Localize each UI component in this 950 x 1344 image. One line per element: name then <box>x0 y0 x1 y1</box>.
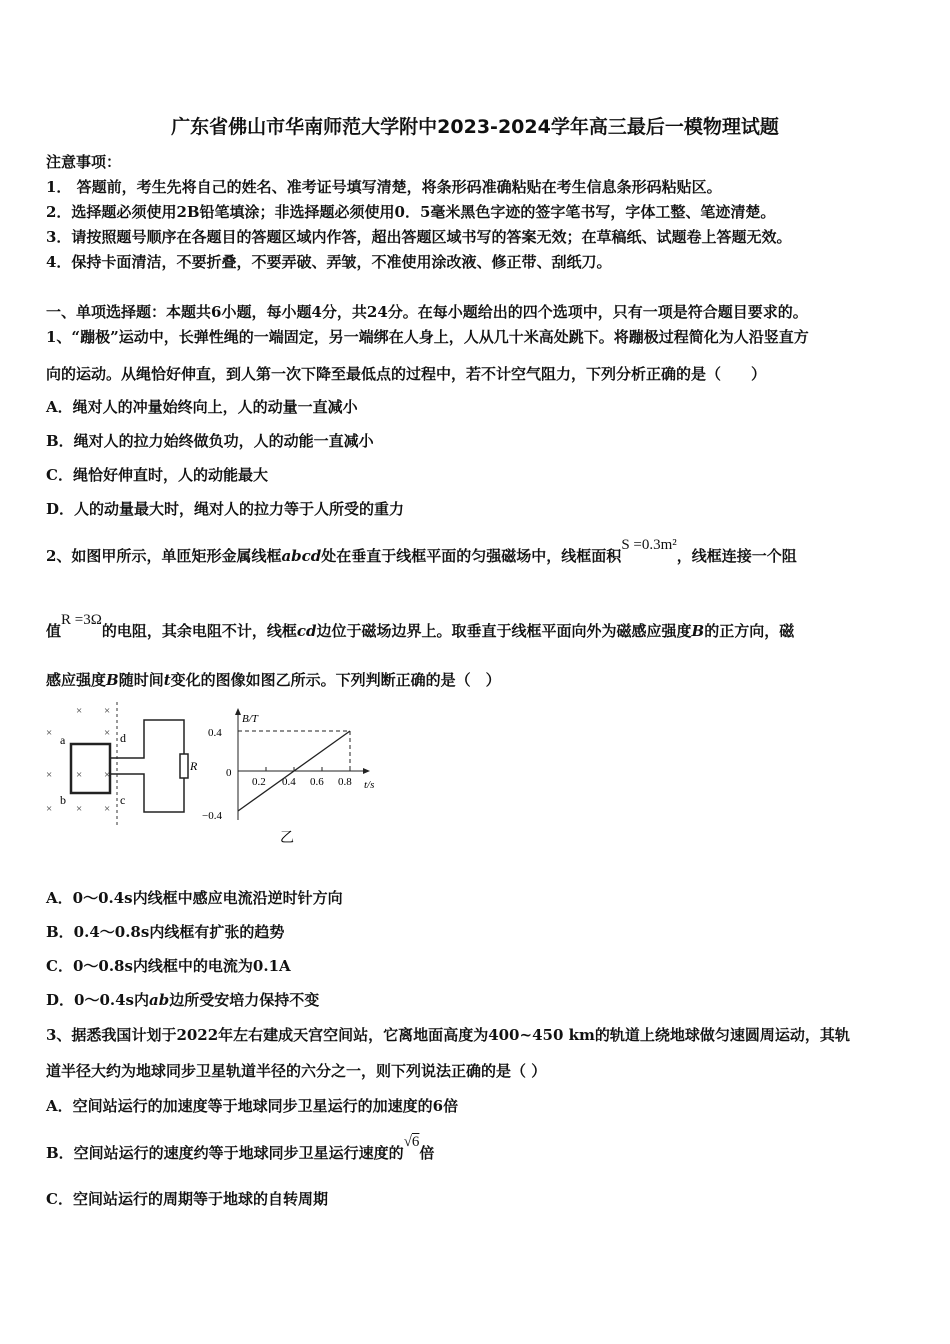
q1-option-a: A．绳对人的冲量始终向上，人的动量一直减小 <box>46 398 358 416</box>
notice-item-3: 3．请按照题号顺序在各题目的答题区域内作答，超出答题区域书写的答案无效；在草稿纸、试题卷上答题无效。 <box>46 228 792 246</box>
q2-stem-line2: 值R =3Ω的电阻，其余电阻不计，线框cd边位于磁场边界上。取垂直于线框平面向外为磁感应强度B的正方向，磁 <box>46 612 795 640</box>
q3-option-b: B．空间站运行的速度约等于地球同步卫星运行速度的√6倍 <box>46 1134 435 1162</box>
q2-option-d: D．0～0.4s内ab边所受安培力保持不变 <box>46 991 320 1009</box>
label-c: c <box>120 793 126 807</box>
cross-mark: × <box>46 803 53 815</box>
q2-option-a: A．0～0.4s内线框中感应电流沿逆时针方向 <box>46 889 343 907</box>
cross-mark: × <box>76 803 83 815</box>
notice-item-2: 2．选择题必须使用2B铅笔填涂；非选择题必须使用0．5毫米黑色字迹的签字笔书写，字体工整、笔迹清楚。 <box>46 203 776 221</box>
label-a: a <box>60 733 66 747</box>
page-title: 广东省佛山市华南师范大学附中2023-2024学年高三最后一模物理试题 <box>171 116 779 138</box>
q1-option-b: B．绳对人的拉力始终做负功，人的动能一直减小 <box>46 432 374 450</box>
x-tick-label: 0.4 <box>282 776 296 788</box>
cross-mark: × <box>104 769 111 781</box>
q2-option-c: C．0～0.8s内线框中的电流为0.1A <box>46 957 291 975</box>
q3-option-a: A．空间站运行的加速度等于地球同步卫星运行的加速度的6倍 <box>46 1097 459 1115</box>
q3-option-c: C．空间站运行的周期等于地球的自转周期 <box>46 1190 328 1208</box>
cross-mark: × <box>76 705 83 717</box>
figure-yi-caption: 乙 <box>280 831 294 846</box>
section-heading: 一、单项选择题：本题共6小题，每小题4分，共24分。在每小题给出的四个选项中，只有一项是符合题目要求的。 <box>46 303 808 321</box>
cross-mark: × <box>46 769 53 781</box>
cross-mark: × <box>46 727 53 739</box>
q2-area-formula: S =0.3m² <box>621 537 677 553</box>
q2-stem-line1: 2、如图甲所示，单匝矩形金属线框abcd处在垂直于线框平面的匀强磁场中，线框面积S =0.3m²，线框连接一个阻 <box>46 537 797 565</box>
cross-mark: × <box>104 803 111 815</box>
sqrt-formula: √6 <box>403 1134 420 1150</box>
q1-option-c: C．绳恰好伸直时，人的动能最大 <box>46 466 268 484</box>
y-tick-label-zero: 0 <box>226 767 232 779</box>
x-tick-label: 0.2 <box>252 776 266 788</box>
resistor <box>180 754 188 778</box>
q2-var-abcd: abcd <box>281 547 322 565</box>
y-axis-label: B/T <box>242 713 258 725</box>
q1-option-d: D．人的动量最大时，绳对人的拉力等于人所受的重力 <box>46 500 405 518</box>
label-d: d <box>120 731 126 745</box>
q1-stem-line1: 1、“蹦极”运动中，长弹性绳的一端固定，另一端绑在人身上，人从几十米高处跳下。将蹦极过程简化为人沿竖直方 <box>46 328 809 346</box>
q3-stem-line2: 道半径大约为地球同步卫星轨道半径的六分之一，则下列说法正确的是（ ） <box>46 1062 547 1080</box>
y-tick-label-bottom: −0.4 <box>202 810 222 822</box>
y-tick-label-top: 0.4 <box>208 727 222 739</box>
notice-heading: 注意事项： <box>46 153 122 171</box>
x-axis-label: t/s <box>364 779 375 791</box>
x-axis-arrow <box>363 768 370 774</box>
notice-item-4: 4．保持卡面清洁，不要折叠，不要弄破、弄皱，不准使用涂改液、修正带、刮纸刀。 <box>46 253 612 271</box>
x-tick-label: 0.8 <box>338 776 352 788</box>
q2-stem-line3: 感应强度B随时间t变化的图像如图乙所示。下列判断正确的是（ ） <box>46 671 501 689</box>
cross-mark: × <box>104 727 111 739</box>
cross-mark: × <box>104 705 111 717</box>
q3-stem-line1: 3、据悉我国计划于2022年左右建成天宫空间站，它离地面高度为400~450 km的轨道上绕地球做匀速圆周运动，其轨 <box>46 1026 850 1044</box>
figure-yi-chart <box>200 700 390 850</box>
notice-item-1: 1． 答题前，考生先将自己的姓名、准考证号填写清楚，将条形码准确粘贴在考生信息条形码粘贴区。 <box>46 178 722 196</box>
label-R: R <box>190 759 198 773</box>
y-axis-arrow <box>235 708 241 715</box>
q2-option-b: B．0.4～0.8s内线框有扩张的趋势 <box>46 923 285 941</box>
figure-jia-circuit <box>40 700 200 850</box>
x-tick-label: 0.6 <box>310 776 324 788</box>
q1-stem-line2: 向的运动。从绳恰好伸直，到人第一次下降至最低点的过程中，若不计空气阻力，下列分析正确的是（ ） <box>46 365 767 383</box>
label-b: b <box>60 793 66 807</box>
q2-resistance-formula: R =3Ω <box>61 612 102 628</box>
cross-mark: × <box>76 769 83 781</box>
